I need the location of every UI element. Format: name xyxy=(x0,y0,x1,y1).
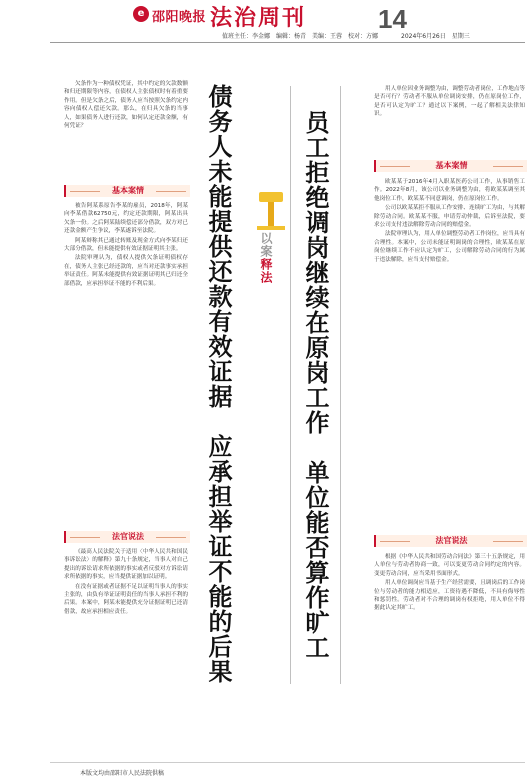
issue-date: 2024年6月26日 星期三 xyxy=(401,33,470,40)
left-section-heading-judge: 法官说法 xyxy=(64,531,190,543)
case-study-label-a: 以案 xyxy=(259,232,273,258)
section-title: 法治周刊 xyxy=(210,5,307,31)
footer-credit: 本版文均由邵阳市人民法院供稿 xyxy=(80,770,165,777)
left-article-headline: 债务人未能提供还款有效证据 应承担举证不能的后果 xyxy=(204,84,233,684)
right-judge-paragraph: 用人单位调岗应当基于生产经营需要，且调岗后的工作岗位与劳动者的能力相适应，工资待遇不降低，不具有侮辱性和惩罚性。劳动者对不合理的调岗有权拒绝，用人单位不得据此认定其旷工。 xyxy=(374,580,525,612)
left-case-paragraph: 法院审理认为，债权人提供欠条证明债权存在，债务人主张已经还款的，应当对还款事实承担举证责任。阿某未能提供有效证据证明其已归还全部借款，应承担举证不能的不利后果。 xyxy=(64,255,188,287)
right-section-heading-judge: 法官说法 xyxy=(374,535,527,547)
footer-divider xyxy=(50,762,525,763)
case-study-label-b: 释法 xyxy=(259,258,273,284)
right-article-intro: 用人单位因业务调整为由，调整劳动者岗位，工作地点等是否可行？劳动者不服从单位调岗安排，仍在原岗位工作，是否可认定为旷工？通过以下案例，一起了解相关法律知识。 xyxy=(374,86,525,118)
paper-name: 邵阳晚报 xyxy=(152,10,207,25)
right-case-paragraph: 法院审理认为，用人单位调整劳动者工作岗位，应当具有合理性。本案中，公司未能证明调岗的合理性，欧某某在原岗位继续工作不应认定为旷工，公司解除劳动合同的行为属于违法解除，应当支付赔偿金。 xyxy=(374,231,525,263)
left-case-paragraph: 被告阿某系原告李某的雇员，2018年，阿某向李某借款62750元，约定还款期限，阿某出具欠条一份。之后阿某陆续偿还部分借款，双方对已还款金额产生争议，李某遂诉至法院。 xyxy=(64,203,188,235)
editor-credits: 值班主任：李金娜 编辑：杨青 美编：王蓉 校对：方娜 xyxy=(222,33,379,40)
header-divider xyxy=(50,42,525,43)
right-judge-paragraph: 根据《中华人民共和国劳动合同法》第三十五条规定，用人单位与劳动者协商一致，可以变更劳动合同约定的内容。变更劳动合同，应当采用书面形式。 xyxy=(374,554,525,577)
right-article-intro-block xyxy=(374,85,525,120)
right-case-body xyxy=(374,178,525,265)
right-section-heading-case: 基本案情 xyxy=(374,160,527,172)
right-judge-body xyxy=(374,553,525,614)
left-article-intro: 欠条作为一种债权凭证，其中约定的欠款数额和归还期限等内容，在债权人主张债权时有着重要作用。但是欠条之后，债务人应当按照欠条约定内容向债权人偿还欠款。那么，在归具欠条的当事人，如果债务人进行还款，如何认定还款金额，有何凭证？ xyxy=(64,81,188,130)
right-case-paragraph: 欧某某于2016年4月入职某医药公司工作，从事销售工作。2022年8月，该公司以业务调整为由，将欧某某调至其他岗位工作，欧某某不同意调岗，仍在原岗位工作。 xyxy=(374,179,525,202)
left-judge-paragraph: 《最高人民法院关于适用〈中华人民共和国民事诉讼法〉的解释》第九十条规定，当事人对自己提出的诉讼请求所依据的事实或者反驳对方诉讼请求所依据的事实，应当提供证据加以证明。 xyxy=(64,549,188,581)
paper-logo-icon: e xyxy=(133,6,149,22)
left-judge-body xyxy=(64,548,188,617)
page-number: 14 xyxy=(378,4,407,34)
right-article-headline: 员工拒绝调岗继续在原岗工作 单位能否算作旷工 xyxy=(301,110,330,660)
left-judge-paragraph: 在没有证据或者证据不足以证明当事人的事实主张的，由负有举证证明责任的当事人承担不利的后果。本案中，阿某未能提供充分证据证明已还清借款，故应承担相应责任。 xyxy=(64,583,188,615)
column-divider xyxy=(290,86,291,684)
column-divider xyxy=(340,86,341,684)
page-header xyxy=(0,0,530,46)
case-study-label xyxy=(258,232,275,284)
left-case-paragraph: 阿某辩称其已通过转账及现金方式向李某归还大部分借款，但未能提供有效证据证明其主张。 xyxy=(64,237,188,253)
left-section-heading-case: 基本案情 xyxy=(64,185,190,197)
right-case-paragraph: 公司以欧某某拒不服从工作安排、连续旷工为由，与其解除劳动合同。欧某某不服，申请劳动仲裁，后诉至法院，要求公司支付违法解除劳动合同的赔偿金。 xyxy=(374,205,525,229)
left-article-body xyxy=(64,80,188,131)
left-case-body xyxy=(64,202,188,289)
